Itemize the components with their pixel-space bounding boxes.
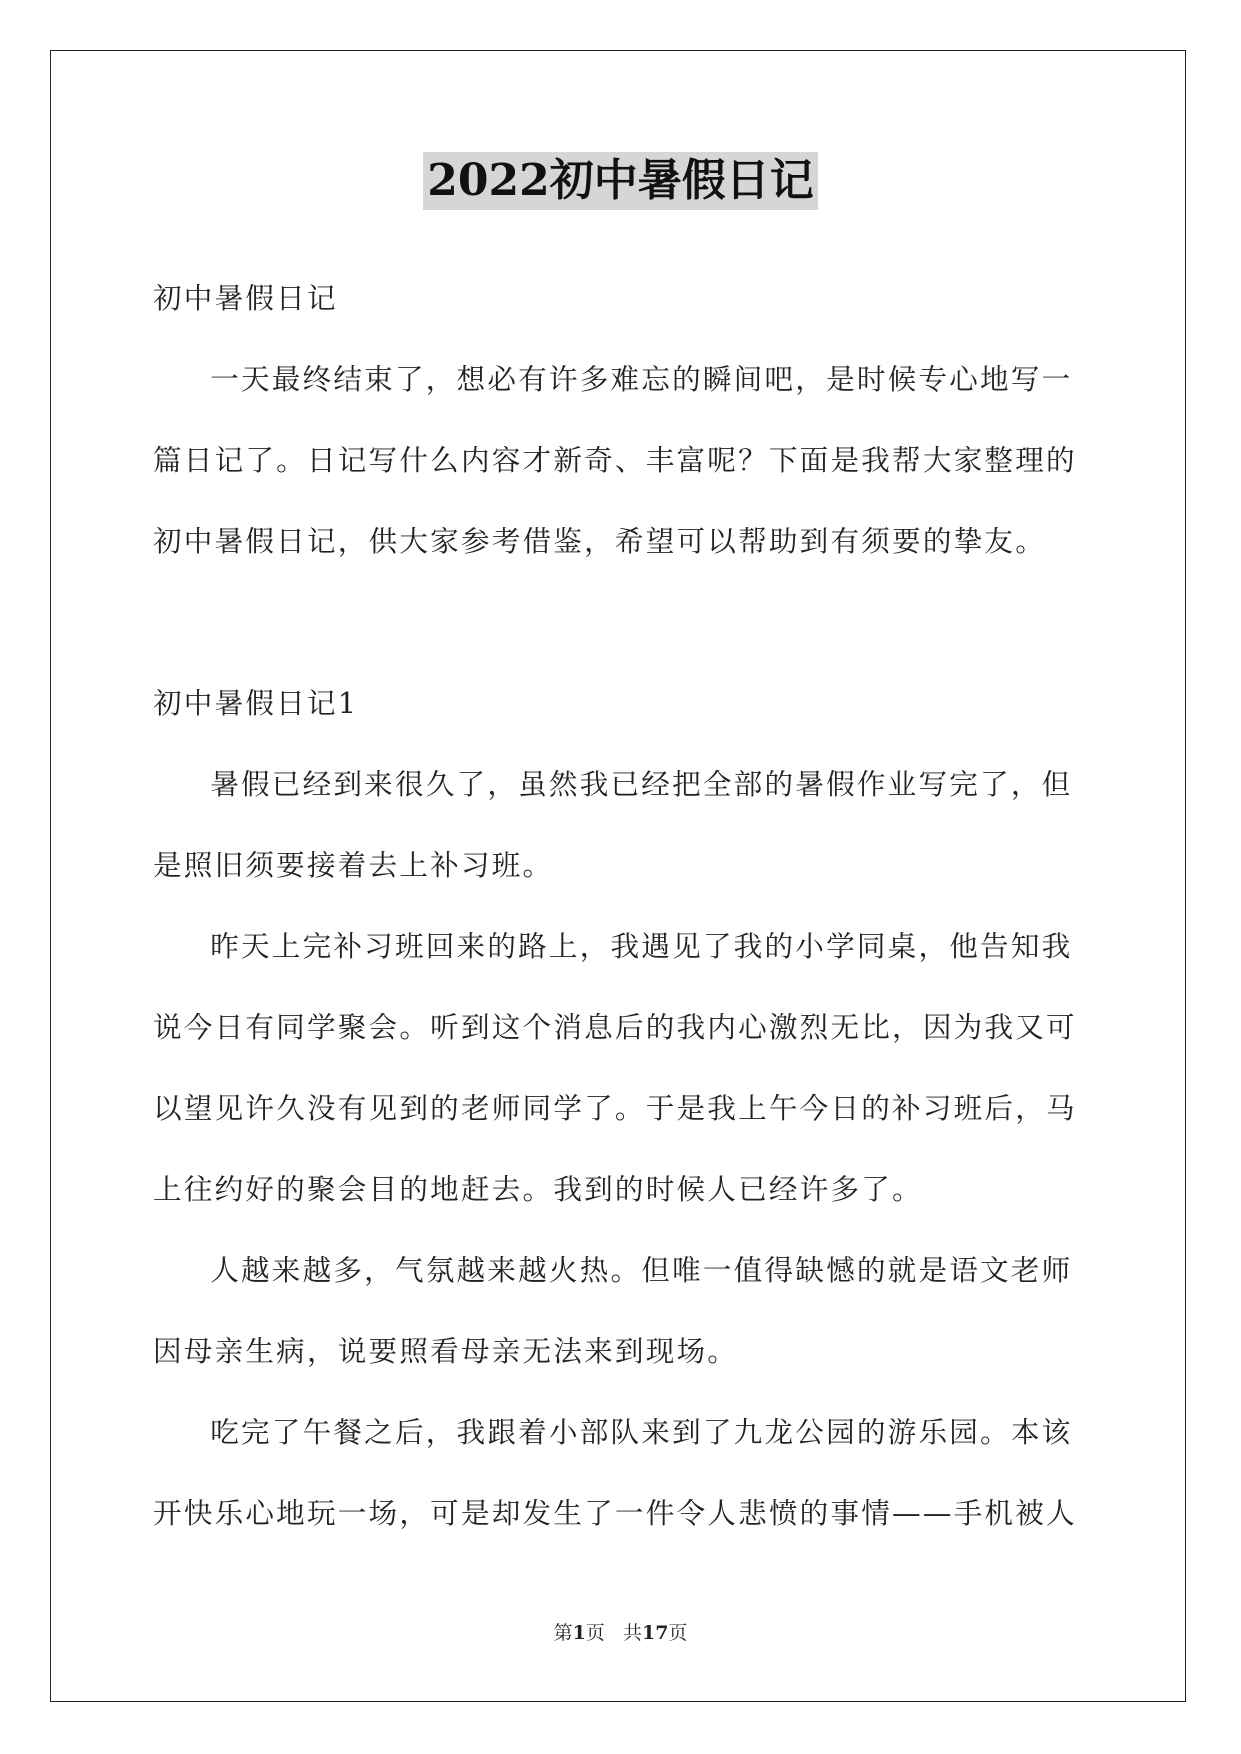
body-paragraph: 暑假已经到来很久了，虽然我已经把全部的暑假作业写完了，但是照旧须要接着去上补习班。: [153, 767, 1073, 882]
section-title: 初中暑假日记: [153, 281, 338, 315]
total-pages: 17: [641, 1622, 669, 1644]
spacer: [153, 582, 1093, 663]
page-footer: [0, 1618, 1241, 1645]
page-suffix: 页: [585, 1622, 605, 1644]
body-paragraph: 吃完了午餐之后，我跟着小部队来到了九龙公园的游乐园。本该开快乐心地玩一场，可是却发生了一件令人悲愤的事情——手机被人: [153, 1415, 1077, 1530]
total-prefix: 共: [622, 1622, 642, 1644]
document-body: [153, 258, 1093, 1554]
body-paragraph: 人越来越多，气氛越来越火热。但唯一值得缺憾的就是语文老师因母亲生病，说要照看母亲无法来到现场。: [153, 1253, 1073, 1368]
title-container: [0, 152, 1241, 210]
intro-paragraph: 一天最终结束了，想必有许多难忘的瞬间吧，是时候专心地写一篇日记了。日记写什么内容才新奇、丰富呢？下面是我帮大家整理的初中暑假日记，供大家参考借鉴，希望可以帮助到有须要的挚友。: [153, 362, 1077, 558]
total-suffix: 页: [668, 1622, 688, 1644]
diary-1-title: 初中暑假日记1: [153, 686, 359, 720]
body-paragraph: 昨天上完补习班回来的路上，我遇见了我的小学同桌，他告知我说今日有同学聚会。听到这个消息后的我内心激烈无比，因为我又可以望见许久没有见到的老师同学了。于是我上午今日的补习班后，马上往约好的聚会目的地赶去。我到的时候人已经许多了。: [153, 929, 1077, 1206]
page-number: 1: [572, 1622, 586, 1644]
document-title: 2022初中暑假日记: [423, 152, 817, 210]
page-prefix: 第: [553, 1622, 573, 1644]
